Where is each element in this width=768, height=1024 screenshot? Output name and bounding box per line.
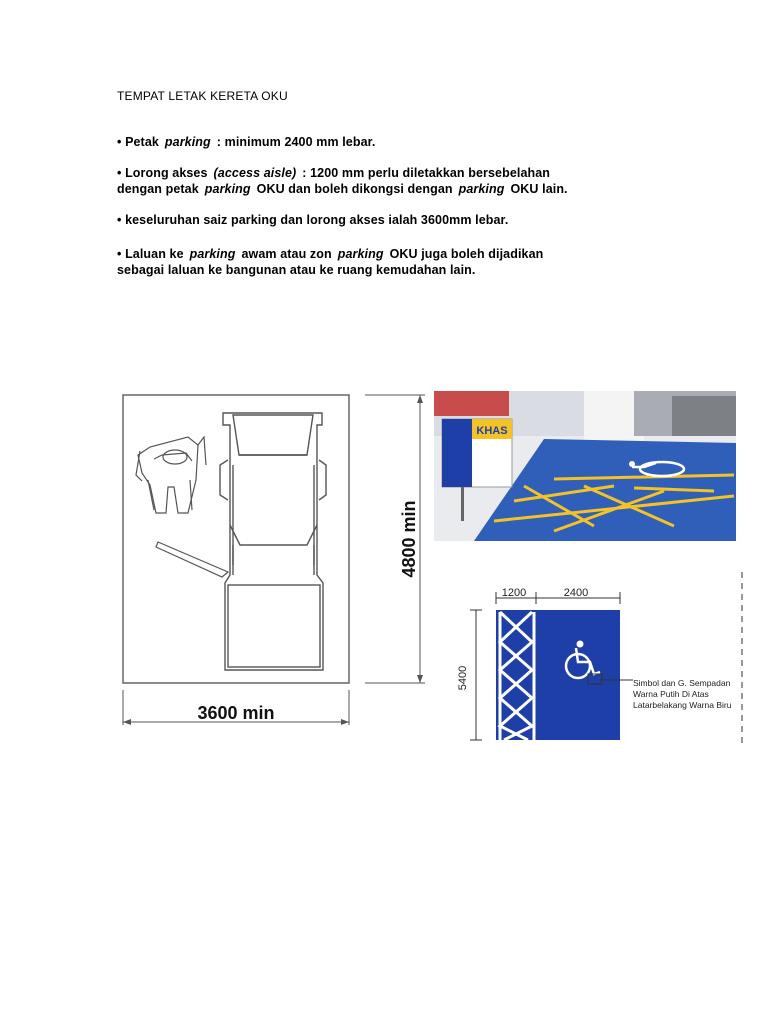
parking-photo: [434, 391, 736, 541]
bay-layout-drawing: [428, 570, 768, 752]
note-line-2: Warna Putih Di Atas: [633, 689, 709, 699]
bullet-access-aisle: • Lorong akses (access aisle) : 1200 mm perlu diletakkan bersebelahan dengan petak parking OKU dan boleh dikongsi dengan parking OKU lain.: [117, 166, 568, 196]
note-line-3: Latarbelakang Warna Biru: [633, 700, 732, 710]
parking-plan-drawing: [110, 385, 430, 730]
svg-text:KHAS: KHAS: [476, 425, 508, 437]
length-dimension-label: 4800 min: [399, 500, 419, 578]
page-title: TEMPAT LETAK KERETA OKU: [117, 89, 288, 103]
aisle-dimension: 1200: [501, 587, 527, 599]
bay-svg: [428, 570, 768, 752]
bullet-route: • Laluan ke parking awam atau zon parking OKU juga boleh dijadikan sebagai laluan ke bangunan atau ke ruang kemudahan lain.: [117, 247, 544, 277]
photo-svg: [434, 391, 736, 541]
open-door: [156, 542, 228, 577]
bullet-parking-bay: • Petak parking : minimum 2400 mm lebar.: [117, 135, 376, 149]
length-dimension: 5400: [457, 665, 469, 691]
bullet-total-width: • keseluruhan saiz parking dan lorong akses ialah 3600mm lebar.: [117, 213, 509, 227]
car-outline: [220, 413, 326, 670]
wheelchair-icon: [136, 437, 206, 513]
note-line-1: Simbol dan G. Sempadan: [633, 678, 731, 688]
width-dimension-label: 3600 min: [197, 703, 275, 723]
bay-dimension: 2400: [563, 587, 589, 599]
plan-svg: [110, 385, 430, 730]
